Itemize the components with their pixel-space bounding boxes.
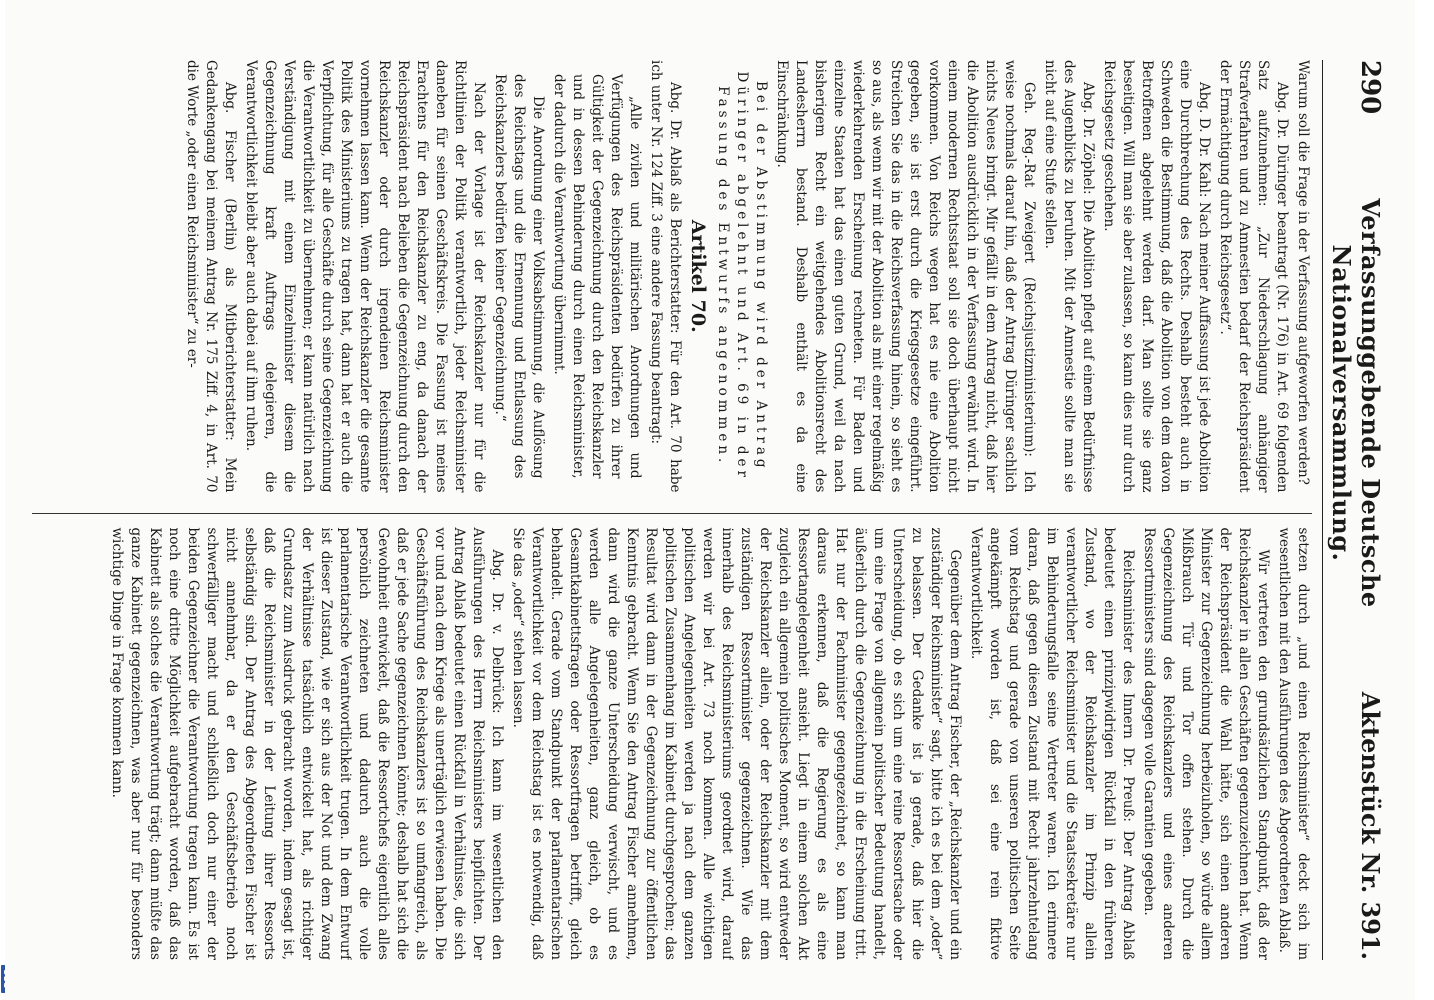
paragraph: Geh. Reg.-Rat Zweigert (Reichsjustizministerium): Ich weise nochmals darauf hin, daß der Antrag Düringer sachlich nichts Neues bringt. Mir gefällt in dem Antrag nicht, daß hier die Abolition ausdrücklich in der Verfassung erwähnt wird. In einem modernen Rechtsstaat soll sie doch überhaupt nicht vorkommen. Von Reichs wegen hat es nie eine Abolition gegeben, sie ist erst durch die Kriegsgesetze eingeführt. Streichen Sie das in die Reichsverfassung hinein, so sieht es so aus, als wenn wir mit der Abolition als mit einer regelmäßig wiederkehrenden Erscheinung rechneten. Für Baden und einzelne Staaten hat das einen guten Grund, weil da nach bisherigem Recht ein weitgehendes Abolitionsrecht des Landesherrn bestand. Deshalb enthält es da eine Einschränkung. — [774, 60, 1037, 493]
paragraph: Nach der Vorlage ist der Reichskanzler nur für die Richtlinien der Politik verantwortlich, jeder Reichsminister daneben für seinen Geschäftskreis. Die Fassung ist meines Erachtens für den Reichskanzler zu eng, da danach der Reichspräsident nach Belieben die Gegenzeichnung durch den Reichskanzler oder durch irgendeinen Reichsminister vornehmen lassen kann. Wenn der Reichskanzler die gesamte Politik des Ministeriums zu tragen hat, dann hat er auch die Verpflichtung, für alle Geschäfte durch seine Gegenzeichnung die Verantwortlichkeit zu übernehmen; er kann natürlich nach Verständigung mit einem Einzelminister diesem die Gegenzeichnung kraft Auftrags delegieren, die Verantwortlichkeit bleibt aber auch dabei auf ihm ruhen. — [243, 60, 487, 493]
page-header — [1322, 60, 1385, 960]
text-columns — [32, 60, 1312, 960]
vote-result: Bei der Abstimmung wird der Antrag Düringer abgelehnt und Art. 69 in der Fassung des Entwurfs angenommen. — [715, 71, 769, 481]
quoted-motion: Die Anordnung einer Volksabstimmung, die Auflösung des Reichstags und die Ernennung und Entlassung des Reichskanzlers bedürfen keiner Gegenzeichnung.“ — [492, 74, 546, 479]
article-heading: Artikel 70. — [687, 219, 709, 333]
paragraph: setzen durch „und einen Reichsminister“ deckt sich im wesentlichen mit den Ausführungen des Abgeordneten Ablaß. — [1276, 527, 1311, 960]
paragraph: Abg. Fischer (Berlin) als Mitberichterstatter: Mein Gedankengang bei meinem Antrag Nr. 175 Ziff. 4, in Art. 70 die Worte „oder einen Reichsminister“ zu er- — [184, 60, 238, 493]
paragraph: Abg. Dr. Ablaß als Berichterstatter: Für den Art. 70 habe ich unter Nr. 124 Ziff. 3 eine andere Fassung beantragt: — [648, 60, 683, 493]
right-column — [32, 513, 1312, 961]
paragraph: Abg. Dr. v. Delbrück: Ich kann im wesentlichen den Ausführungen des Herrn Reichsministers beipflichten. Der Antrag Ablaß bedeutet einen Rückfall in Verhältnisse, die sich vor und nach dem Kriege als unerträglich erwiesen haben. Die Geschäftsführung des Reichskanzlers ist so umfangreich, als daß er jede Sache gegenzeichnen könnte; deshalb hat sich die Gewohnheit entwickelt, daß die Ressortchefs eigentlich alles persönlich zeichneten und dadurch auch die volle parlamentarische Verantwortlichkeit trugen. In dem Entwurf ist dieser Zustand, wie er sich aus der Not und dem Zwang der Verhältnisse tatsächlich entwickelt hat, als richtiger Grundsatz zum Ausdruck gebracht worden, indem gesagt ist, daß die Reichsminister in der Leitung ihrer Ressorts selbständig sind. Der Antrag des Abgeordneten Fischer ist nicht annehmbar, da er den Geschäftsbetrieb noch schwerfälliger macht und schließlich doch nur einer der beiden Gegenzeichner die Verantwortung tragen kann. Es ist noch eine dritte Möglichkeit aufgebracht worden, daß das Kabinett als solches die Verantwortung trägt; dann müßte das ganze Kabinett gegenzeichnen, was aber nur für besonders wichtige Dinge in Frage kommen kann. — [109, 527, 505, 960]
paragraph: Reichsminister des Innern Dr. Preuß: Der Antrag Ablaß bedeutet einen prinzipwidrigen Rückfall in den früheren Zustand, wo der Reichskanzler im Prinzip allein verantwortlicher Reichsminister und die Staatssekretäre nur im Behinderungsfalle seine Vertreter waren. Ich erinnere daran, daß gegen diesen Zustand mit Recht jahrzehntelang vom Reichstag und gerade von unseren politischen Seite angekämpft worden ist, daß sei eine rein fiktive Verantwortlichkeit. — [968, 527, 1136, 960]
paragraph: Warum soll die Frage in der Verfassung aufgeworfen werden? — [1295, 60, 1311, 485]
paragraph: Wir vertreten den grundsätzlichen Standpunkt, daß der Reichskanzler in allen Geschäften gegenzuzeichnen hat. Wenn der Reichspräsident die Wahl hätte, sich einen anderen Minister zur Gegenzeichnung herbeizuholen, so würde allem Mißbrauch Tür und Tor offen stehen. Durch die Gegenzeichnung des Reichskanzlers und eines anderen Ressortministers sind dagegen volle Garantien gegeben. — [1141, 527, 1271, 960]
page-number: 290 — [1355, 60, 1385, 115]
paragraph: Abg. D. Dr. Kahl: Nach meiner Auffassung ist jede Abolition eine Durchbrechung des Rechts. Deshalb besteht auch in Schweden die Bestimmung, daß die Abolition von dem davon Betroffenen abgelehnt werden darf. Man sollte sie ganz beseitigen. Will man sie aber zulassen, so kann dies nur durch Reichsgesetz geschehen. — [1101, 60, 1212, 493]
page-title: Verfassunggebende Deutsche Nationalversammlung. — [1327, 198, 1385, 608]
scanned-page — [5, 0, 1415, 1000]
quoted-motion: „Alle zivilen und militärischen Anordnungen und Verfügungen des Reichspräsidenten bedürfen zu ihrer Gültigkeit der Gegenzeichnung durch den Reichskanzler und in dessen Behinderung durch einen Reichsminister, der dadurch die Verantwortung übernimmt. — [551, 74, 643, 479]
paragraph: Abg. Dr. Düringer beantragt (Nr. 176) in Art. 69 folgenden Satz aufzunehmen: „Zur Niederschlagung anhängiger Strafverfahren und zu Amnestien bedarf der Reichspräsident der Ermächtigung durch Reichsgesetz“. — [1217, 60, 1290, 493]
paragraph: Abg. Dr. Zöphel: Die Abolition pflegt auf einem Bedürfnisse des Augenblicks zu beruhen. Mit der Amnestie sollte man sie nicht auf eine Stufe stellen. — [1042, 60, 1096, 493]
document-reference: Aktenstück Nr. 391. — [1356, 691, 1385, 960]
paragraph: Gegenüber dem Antrag Fischer, der „Reichskanzler und ein zuständiger Reichsminister“ sagt, bitte ich es bei dem „oder“ zu belassen. Der Gedanke ist ja gerade, daß hier die Unterscheidung, ob es sich um eine reine Ressortsache oder um eine Frage von allgemein politischer Bedeutung handelt, äußerlich durch die Gegenzeichnung in die Erscheinung tritt. Hat nur der Fachminister gegengezeichnet, so kann man daraus erkennen, daß die Regierung es als eine Ressortangelegenheit ansieht. Liegt in einem solchen Akt zugleich ein allgemein politisches Moment, so wird entweder der Reichskanzler allein, oder der Reichskanzler mit dem zuständigen Ressortminister gegenzeichnen. Wie das innerhalb des Reichsministeriums geordnet wird, darauf werden wir bei Art. 73 noch kommen. Alle wichtigen politischen Angelegenheiten werden ja nach dem ganzen politischen Zusammenhang im Kabinett durchgesprochen; das Resultat wird dann in der Gegenzeichnung zur öffentlichen Kenntnis gebracht. Wenn Sie den Antrag Fischer annehmen, dann wird die ganze Unterscheidung verwischt, und es werden alle Angelegenheiten, ganz gleich, ob es Gesamtkabinettsfragen oder Ressortfragen betrifft, gleich behandelt. Gerade vom Standpunkt der parlamentarischen Verantwortlichkeit vor dem Reichstag ist es notwendig, daß Sie das „oder“ stehen lassen. — [510, 527, 963, 960]
left-column — [32, 60, 1312, 493]
